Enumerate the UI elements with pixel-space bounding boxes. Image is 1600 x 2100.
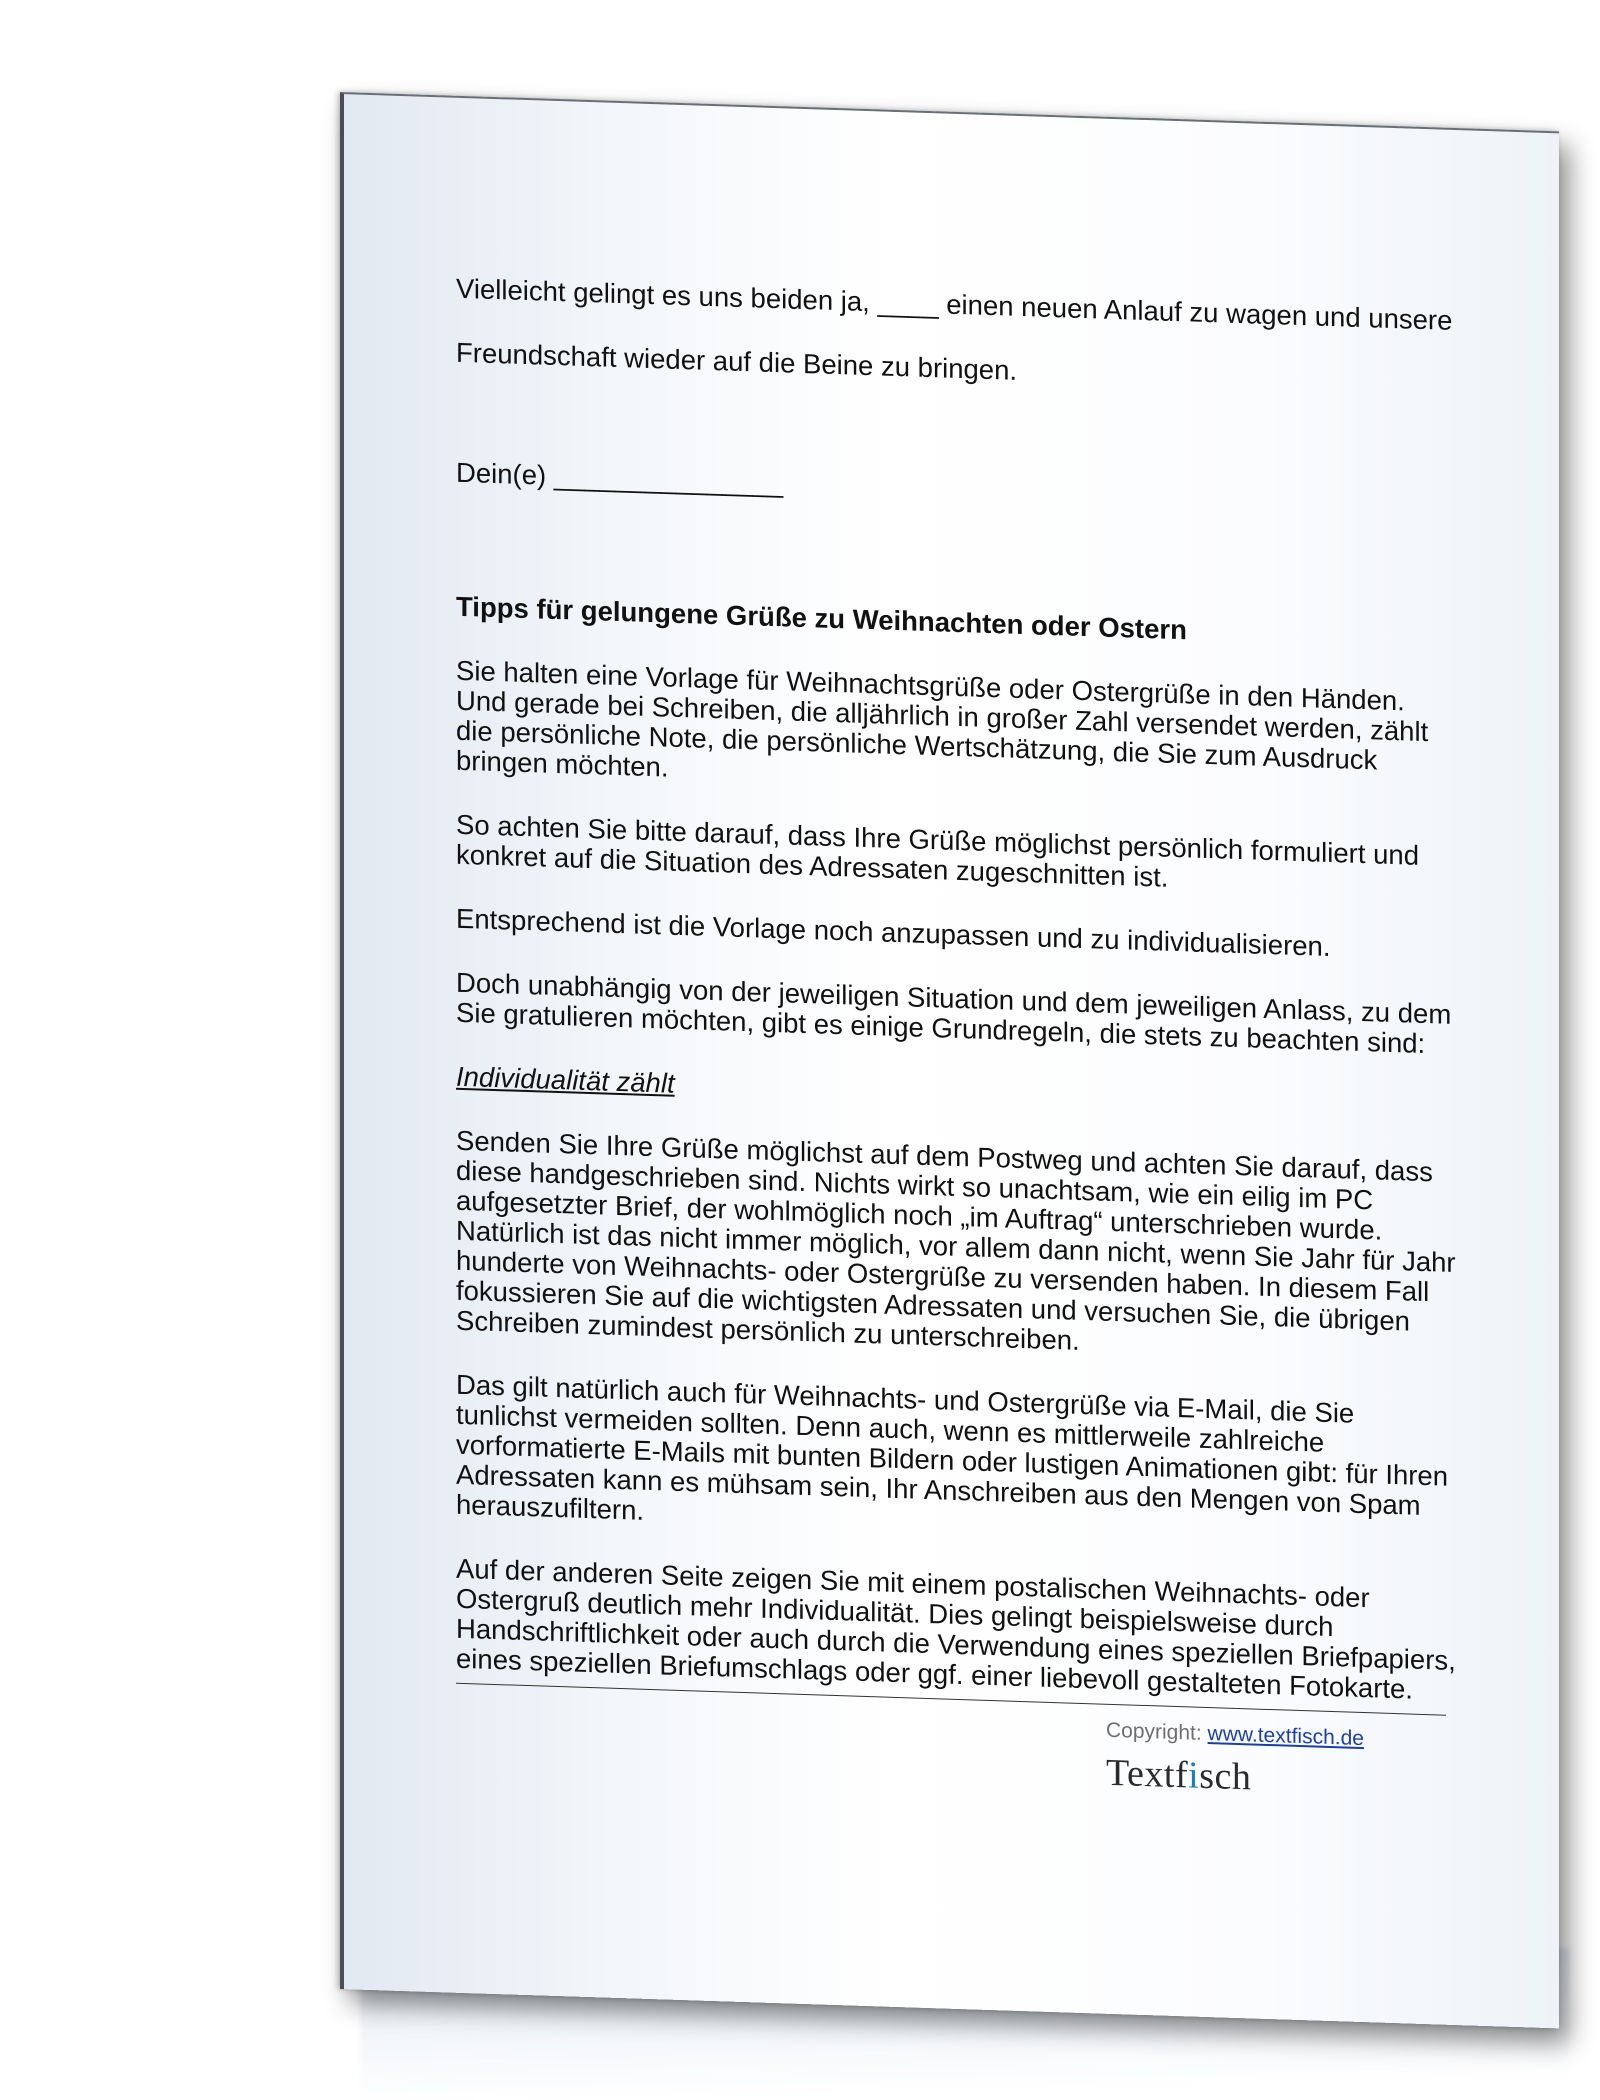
letter-line-1: Vielleicht gelingt es uns beiden ja, ____ einen neuen Anlauf zu wagen und unsere	[456, 272, 1453, 336]
page-content	[456, 274, 1456, 1706]
tips-subheading: Individualität zählt	[456, 1060, 675, 1099]
logo-text-end: sch	[1199, 1754, 1252, 1799]
fish-icon: i	[1188, 1754, 1200, 1797]
tips-sub-paragraph-2: Das gilt natürlich auch für Weihnachts- und Ostergrüße via E-Mail, die Sie tunlichst vermeiden sollten. Denn auch, wenn es mittlerweile zahlreiche vorformatierte E-Mails mit bunten Bildern oder lustigen Animationen gibt: für Ihren Adressaten kann es mühsam sein, Ihr Anschreiben aus den Mengen von Spam herauszufiltern.	[456, 1368, 1449, 1526]
tips-paragraph-4: Doch unabhängig von der jeweiligen Situation und dem jeweiligen Anlass, zu dem Sie gratulieren möchten, gibt es einige Grundregeln, die stets zu beachten sind:	[456, 966, 1452, 1060]
copyright-label: Copyright:	[1106, 1718, 1208, 1746]
textfisch-logo	[1106, 1751, 1251, 1800]
document-page	[340, 92, 1559, 2028]
copyright-link[interactable]: www.textfisch.de	[1207, 1722, 1364, 1751]
tips-paragraph-3: Entsprechend ist die Vorlage noch anzupassen und zu individualisieren.	[456, 902, 1331, 962]
letter-closing: Dein(e) _______________	[456, 456, 784, 499]
copyright-notice	[1106, 1719, 1364, 1751]
tips-heading: Tipps für gelungene Grüße zu Weihnachten oder Ostern	[456, 590, 1187, 646]
tips-sub-paragraph-1: Senden Sie Ihre Grüße möglichst auf dem Postweg und achten Sie darauf, dass diese handgeschrieben sind. Nichts wirkt so unachtsam, wie ein eilig im PC aufgesetzter Brief, der wohlmöglich noch „im Auftrag“ unterschrieben wurde. Natürlich ist das nicht immer möglich, vor allem dann nicht, wenn Sie Jahr für Jahr hunderte von Weihnachts- oder Ostergrüße zu versenden haben. In diesem Fall fokussieren Sie auf die wichtigsten Adressaten und versuchen Sie, die übrigen Schreiben zumindest persönlich zu unterschreiben.	[456, 1124, 1456, 1356]
tips-paragraph-1: Sie halten eine Vorlage für Weihnachtsgrüße oder Ostergrüße in den Händen. Und gerade bei Schreiben, die alljährlich in großer Zahl versendet werden, zählt die persönliche Note, die persönliche Wertschätzung, die Sie zum Ausdruck bringen möchten.	[456, 654, 1429, 783]
logo-text-start: Textf	[1106, 1751, 1189, 1797]
tips-paragraph-2: So achten Sie bitte darauf, dass Ihre Grüße möglichst persönlich formuliert und konkret auf die Situation des Adressaten zugeschnitten ist.	[456, 808, 1419, 893]
letter-line-2: Freundschaft wieder auf die Beine zu bringen.	[456, 336, 1018, 386]
tips-sub-paragraph-3: Auf der anderen Seite zeigen Sie mit einem postalischen Weihnachts- oder Ostergruß deutlich mehr Individualität. Dies gelingt beispielsweise durch Handschriftlichkeit oder auch durch die Verwendung eines speziellen Briefpapiers, eines speziellen Briefumschlags oder ggf. einer liebevoll gestalteten Fotokarte.	[456, 1552, 1456, 1705]
